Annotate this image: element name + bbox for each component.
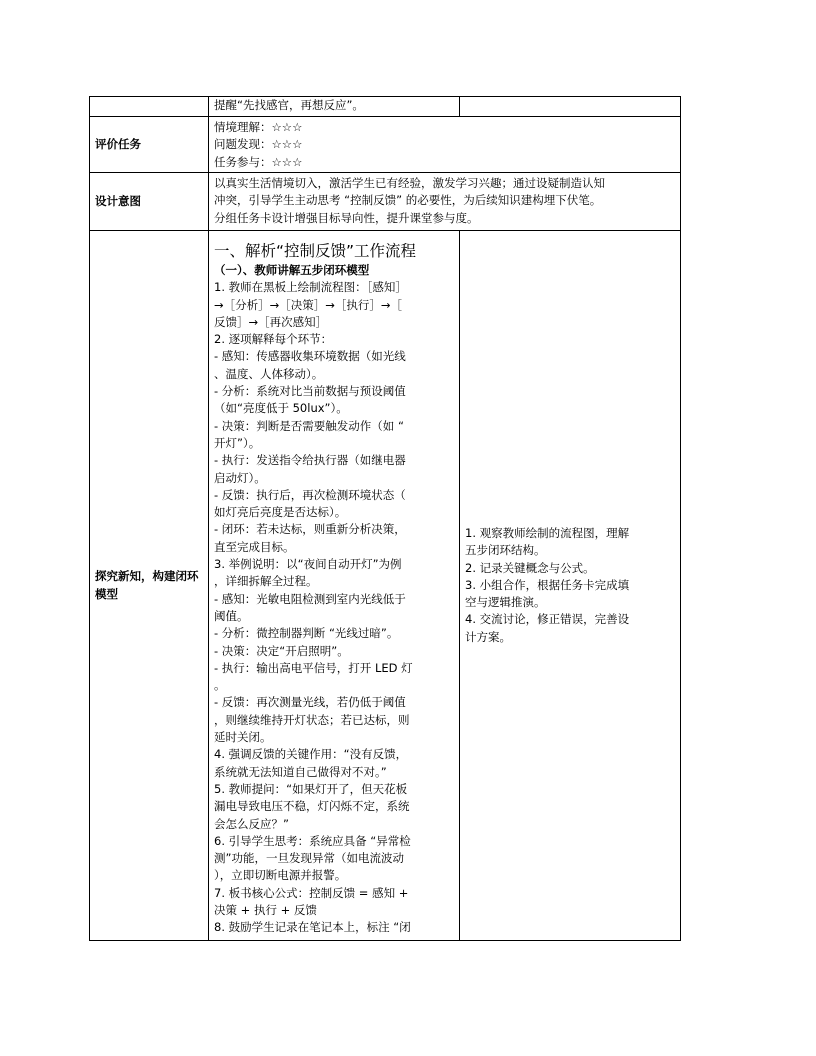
- star-rating: ☆☆☆: [271, 154, 303, 169]
- teacher-activity-line: - 执行：发送指令给执行器（如继电器: [214, 453, 406, 468]
- design-intent-line: 冲突，引导学生主动思考 “控制反馈” 的必要性，为后续知识建构埋下伏笔。: [214, 193, 602, 208]
- evaluation-item: [214, 119, 675, 136]
- explore-label: 探究新知，构建闭环模型: [95, 569, 199, 601]
- design-intent-label: 设计意图: [95, 193, 141, 208]
- teacher-activity-line: 8. 鼓励学生记录在笔记本上，标注 “闭: [214, 920, 411, 935]
- reminder-row: [90, 97, 681, 117]
- student-activity-line: 1. 观察教师绘制的流程图，理解: [465, 525, 630, 540]
- lesson-plan-table: [89, 96, 681, 941]
- section-heading: 一、解析“控制反馈”工作流程: [214, 242, 417, 260]
- teacher-activity-line: 3. 举例说明：以“夜间自动开灯”为例: [214, 557, 402, 572]
- teacher-activity-line: 4. 强调反馈的关键作用：“没有反馈，: [214, 747, 408, 762]
- star-rating: ☆☆☆: [271, 137, 303, 152]
- student-activity-line: 3. 小组合作，根据任务卡完成填: [465, 577, 630, 592]
- teacher-activity-line: - 感知：光敏电阻检测到室内光线低于: [214, 591, 406, 606]
- reminder-text: 提醒“先找感官，再想反应”。: [214, 98, 364, 112]
- teacher-activity-line: - 闭环：若未达标，则重新分析决策，: [214, 522, 406, 537]
- evaluation-label-cell: [90, 117, 209, 173]
- teacher-activity-line: 决策 + 执行 + 反馈: [214, 902, 317, 917]
- teacher-activity-line: 7. 板书核心公式：控制反馈 = 感知 +: [214, 885, 409, 900]
- evaluation-item-name: 问题发现：: [214, 137, 272, 152]
- teacher-activity-list: [214, 279, 454, 936]
- teacher-activity-line: ），立即切断电源并报警。: [214, 868, 347, 883]
- student-activity-cell: [460, 231, 681, 941]
- design-intent-label-cell: [90, 173, 209, 231]
- teacher-activity-line: - 感知：传感器收集环境数据（如光线: [214, 349, 406, 364]
- teacher-activity-line: - 决策：判断是否需要触发动作（如 “: [214, 418, 404, 433]
- star-rating: ☆☆☆: [271, 120, 303, 134]
- reminder-text-cell: [209, 97, 460, 117]
- teacher-activity-line: →［分析］→［决策］→［执行］→［: [214, 297, 403, 312]
- subsection-heading: （一）、教师讲解五步闭环模型: [214, 263, 370, 277]
- student-activity-line: 2. 记录关键概念与公式。: [465, 560, 595, 575]
- student-activity-line: 计方案。: [465, 629, 511, 644]
- teacher-activity-line: - 分析：系统对比当前数据与预设阈值: [214, 384, 406, 399]
- evaluation-item: [214, 154, 675, 171]
- reminder-label-cell: [90, 97, 209, 117]
- teacher-activity-line: 开灯”）。: [214, 435, 261, 450]
- teacher-activity-line: 延时关闭。: [214, 730, 272, 745]
- teacher-activity-line: 系统就无法知道自己做得对不对。”: [214, 764, 387, 779]
- evaluation-label: 评价任务: [95, 136, 141, 151]
- reminder-student-cell: [460, 97, 681, 117]
- student-activity-line: 空与逻辑推演。: [465, 595, 546, 610]
- teacher-activity-line: 阈值。: [214, 608, 249, 623]
- teacher-activity-line: 5. 教师提问：“如果灯开了，但天花板: [214, 781, 408, 796]
- teacher-activity-line: 反馈］→［再次感知］: [214, 314, 328, 329]
- teacher-activity-line: 1. 教师在黑板上绘制流程图：［感知］: [214, 280, 407, 295]
- design-intent-line: 以真实生活情境切入，激活学生已有经验，激发学习兴趣；通过设疑制造认知: [214, 176, 605, 190]
- teacher-activity-line: - 执行：输出高电平信号，打开 LED 灯: [214, 660, 413, 675]
- student-activity-line: 4. 交流讨论，修正错误，完善设: [465, 612, 630, 627]
- evaluation-content-cell: [209, 117, 681, 173]
- teacher-activity-line: 如灯亮后亮度是否达标）。: [214, 505, 347, 520]
- teacher-activity-line: 直至完成目标。: [214, 539, 295, 554]
- evaluation-row: [90, 117, 681, 173]
- teacher-activity-line: 2. 逐项解释每个环节：: [214, 332, 333, 347]
- teacher-activity-line: - 反馈：再次测量光线，若仍低于阈值: [214, 695, 406, 710]
- evaluation-item-name: 情境理解：: [214, 120, 272, 134]
- teacher-activity-line: ，详细拆解全过程。: [214, 574, 318, 589]
- teacher-activity-line: - 决策：决定“开启照明”。: [214, 643, 349, 658]
- teacher-activity-line: 漏电导致电压不稳，灯闪烁不定，系统: [214, 799, 410, 814]
- teacher-activity-cell: [209, 231, 460, 941]
- explore-label-cell: [90, 231, 209, 941]
- teacher-activity-line: - 反馈：执行后，再次检测环境状态（: [214, 487, 406, 502]
- evaluation-item: [214, 136, 675, 153]
- design-intent-content-cell: [209, 173, 681, 231]
- teacher-activity-line: ，则继续维持开灯状态；若已达标，则: [214, 712, 410, 727]
- teacher-activity-line: 6. 引导学生思考：系统应具备 “异常检: [214, 833, 411, 848]
- teacher-activity-line: 测”功能，一旦发现异常（如电流波动: [214, 851, 404, 866]
- teacher-activity-line: 会怎么反应？”: [214, 816, 289, 831]
- design-intent-row: [90, 173, 681, 231]
- explore-row: [90, 231, 681, 941]
- teacher-activity-line: - 分析：微控制器判断 “光线过暗”。: [214, 626, 399, 641]
- teacher-activity-line: （如“亮度低于 50lux”）。: [214, 401, 348, 416]
- student-activity-list: [465, 525, 675, 646]
- teacher-activity-line: 、温度、人体移动）。: [214, 366, 324, 381]
- teacher-activity-line: 启动灯）。: [214, 470, 266, 485]
- design-intent-line: 分组任务卡设计增强目标导向性，提升课堂参与度。: [214, 210, 479, 225]
- teacher-activity-line: 。: [214, 678, 226, 693]
- student-activity-line: 五步闭环结构。: [465, 543, 546, 558]
- evaluation-item-name: 任务参与：: [214, 154, 272, 169]
